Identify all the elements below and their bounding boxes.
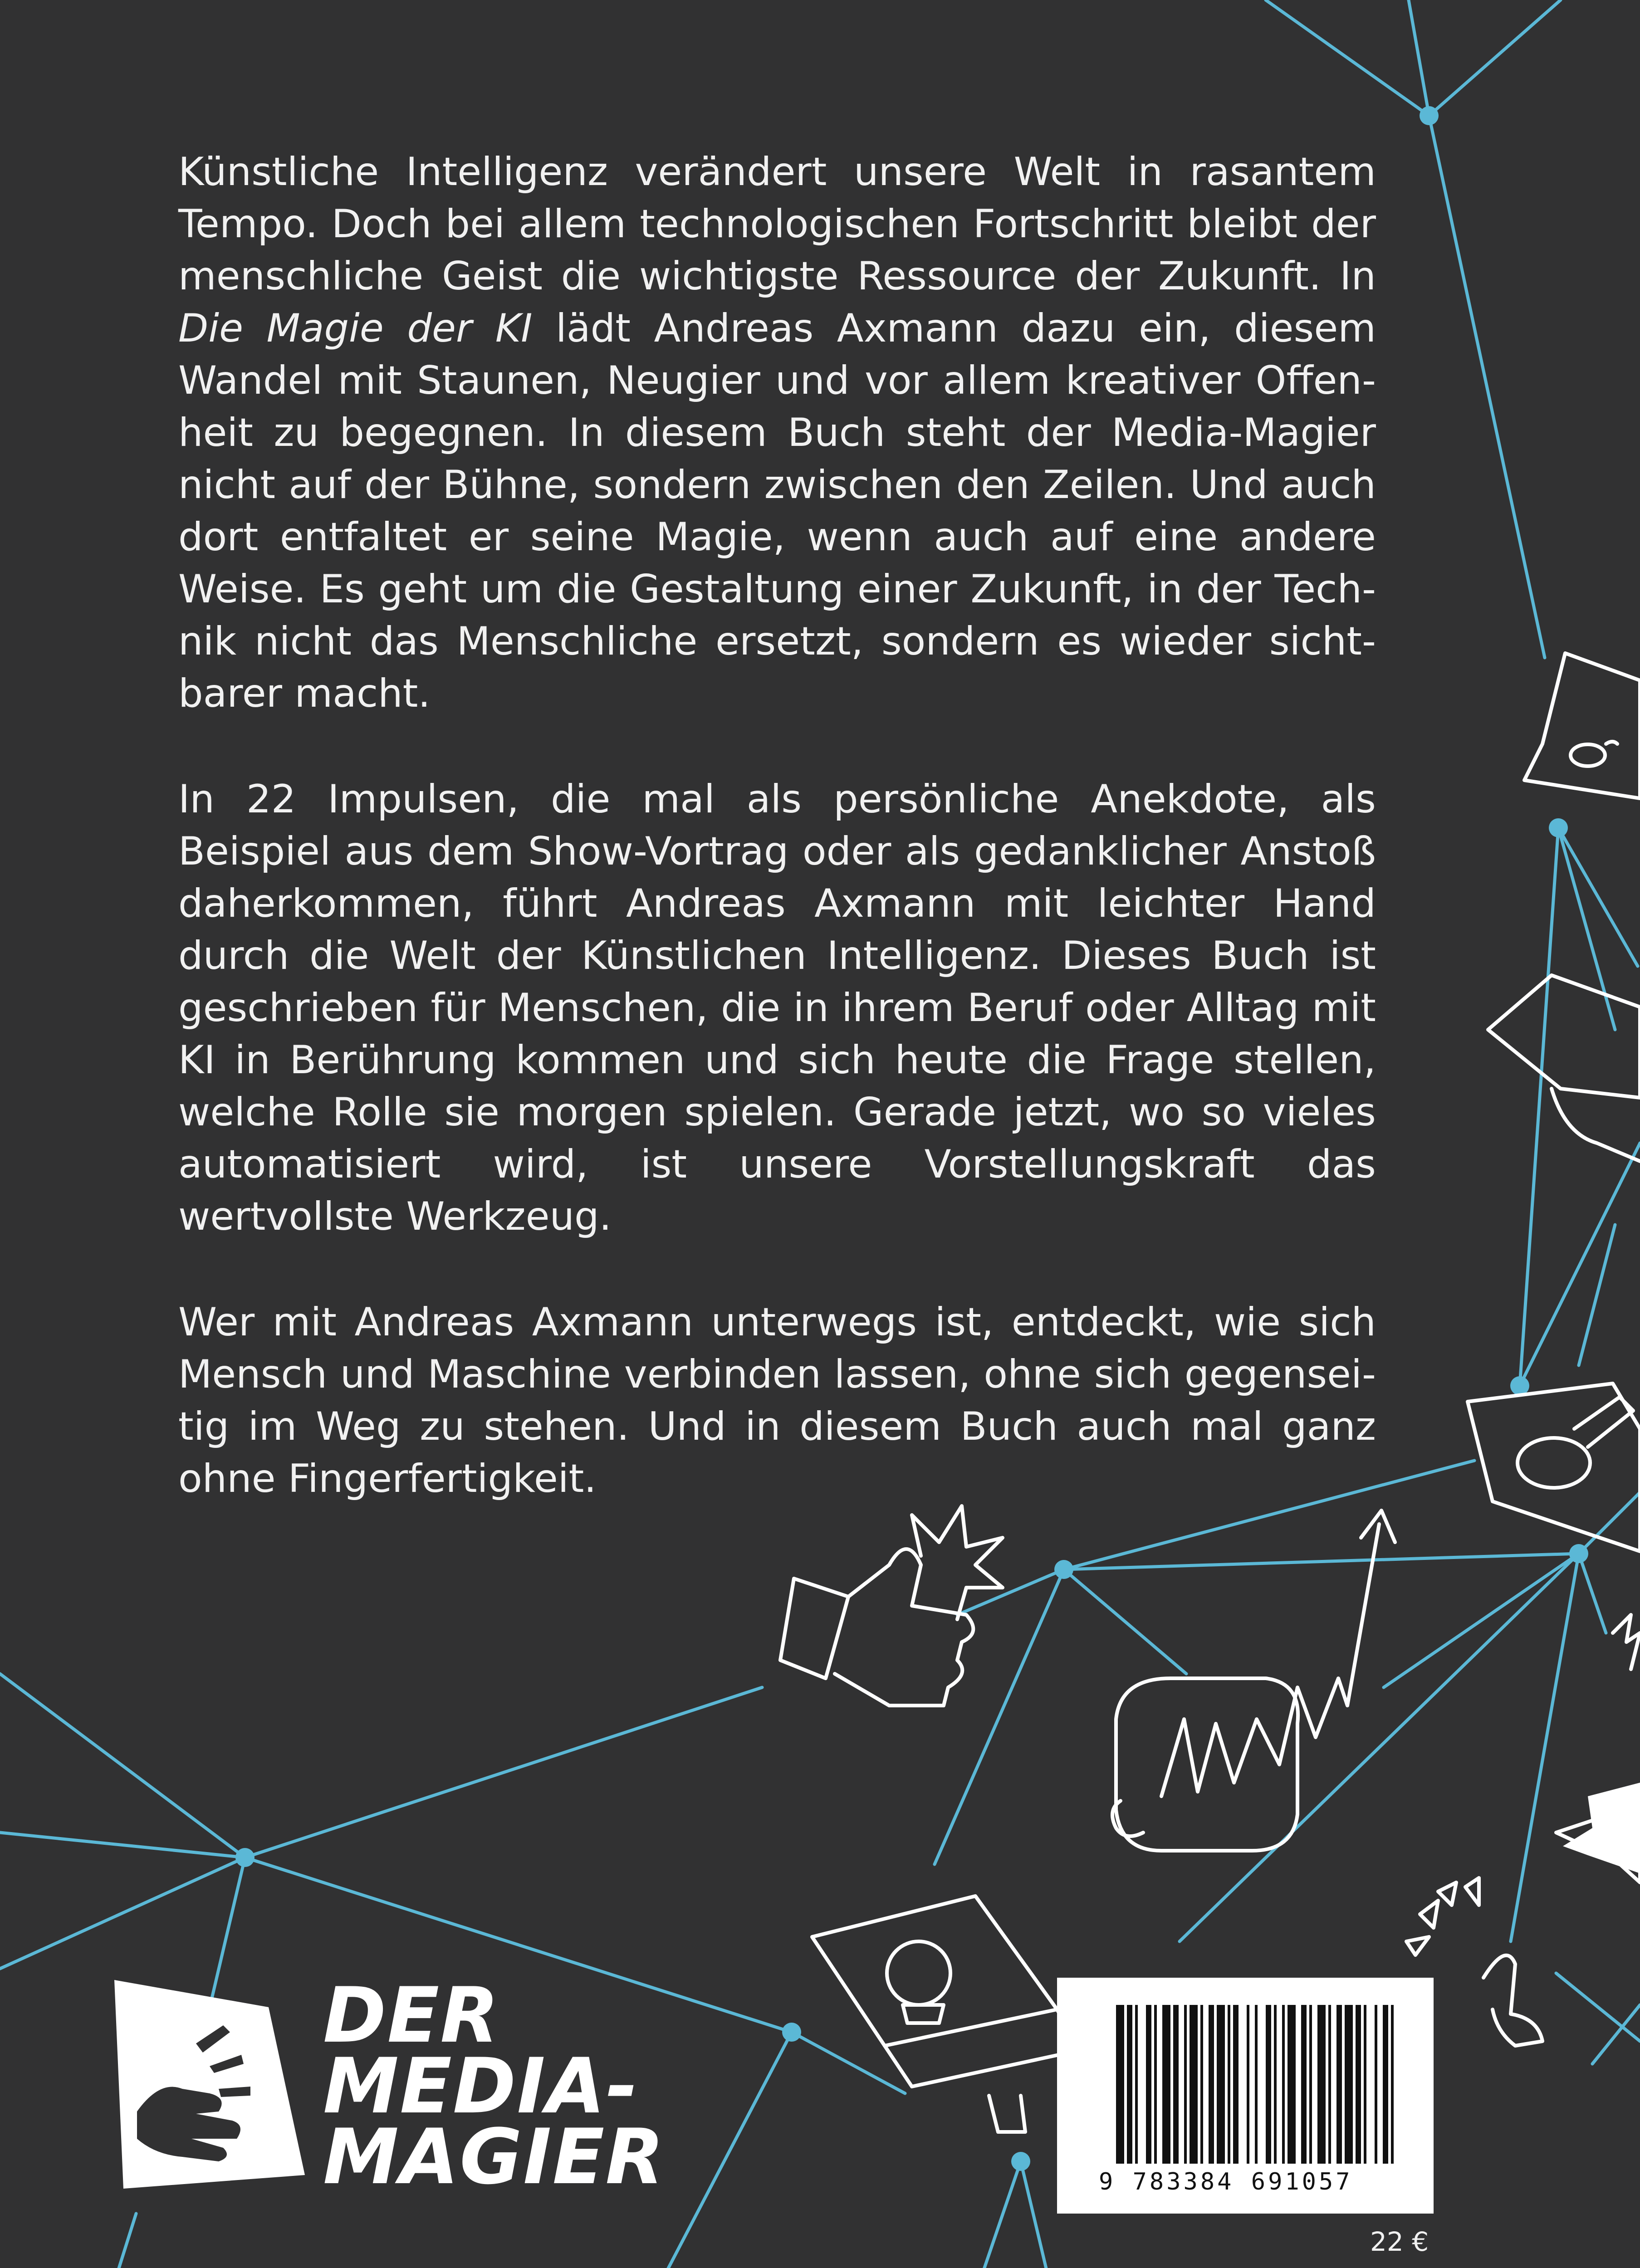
barcode-bar <box>1309 2005 1312 2164</box>
barcode-bar <box>1162 2005 1170 2164</box>
barcode-bar <box>1209 2005 1214 2164</box>
hand-logo-icon <box>105 1975 323 2193</box>
barcode-bar <box>1190 2005 1198 2164</box>
barcode-bar <box>1173 2005 1179 2164</box>
barcode-bar <box>1288 2005 1296 2164</box>
isbn-digits: 9 783384 691057 <box>1099 2168 1353 2195</box>
barcode-bar <box>1116 2005 1124 2164</box>
media-magier-logo <box>105 1971 695 2202</box>
barcode-bar <box>1154 2005 1157 2164</box>
price-label: 22 € <box>1370 2226 1429 2257</box>
blurb-p1-before: Künstliche Intelligenz verändert unsere Welt in rasantem Tempo. Doch bei allem technologischen Fortschritt bleibt der menschliche Geist die wichtigste Ressource der Zukunft. In <box>178 149 1376 299</box>
barcode-bar <box>1135 2005 1138 2164</box>
barcode-bars <box>1057 1978 1434 2168</box>
barcode-bar <box>1146 2005 1151 2164</box>
barcode-bar <box>1328 2005 1331 2164</box>
barcode-bar <box>1301 2005 1307 2164</box>
barcode-bar <box>1317 2005 1326 2164</box>
isbn-barcode <box>1057 1978 1434 2214</box>
barcode-bar <box>1228 2005 1230 2164</box>
barcode-bar <box>1375 2005 1377 2164</box>
barcode-bar <box>1364 2005 1366 2164</box>
blurb-p1-after: lädt Andreas Axmann dazu ein, diesem Wandel mit Staunen, Neugier und vor allem kreativer Offenheit zu begegnen. In diesem Buch steht der Media-Magier nicht auf der Bühne, sondern zwischen den Zeilen. Und auch dort entfaltet er seine Magie, wenn auch auf eine andere Weise. Es geht um die Gestaltung einer Zukunft, in der Technik nicht das Menschliche ersetzt, sondern es wieder sichtbarer macht. <box>178 306 1376 716</box>
barcode-bar <box>1255 2005 1258 2164</box>
barcode-bar <box>1184 2005 1187 2164</box>
logo-wordmark <box>323 1971 665 2201</box>
barcode-bar <box>1345 2005 1353 2164</box>
blurb-paragraph-3: Wer mit Andreas Axmann unterwegs ist, entdeckt, wie sich Mensch und Maschine verbinden lassen, ohne sich gegenseitig im Weg zu stehen. Und in diesem Buch auch mal ganz ohne Fingerfertigkeit. <box>178 1300 1376 1501</box>
barcode-bar <box>1383 2005 1388 2164</box>
barcode-bar <box>1274 2005 1277 2164</box>
barcode-bar <box>1356 2005 1361 2164</box>
logo-line-1: DER <box>323 1971 500 2060</box>
back-cover-blurb <box>178 146 1376 1559</box>
barcode-bar <box>1127 2005 1132 2164</box>
barcode-bar <box>1336 2005 1342 2164</box>
blurb-paragraph-1 <box>178 146 1376 720</box>
barcode-bar <box>1247 2005 1249 2164</box>
book-title-italic: Die Magie der KI <box>178 306 533 351</box>
barcode-bar <box>1266 2005 1271 2164</box>
logo-line-3: MAGIER <box>323 2112 665 2201</box>
blurb-paragraph-2: In 22 Impulsen, die mal als persönliche Anekdote, als Beispiel aus dem Show-Vortrag oder als gedanklicher Anstoß daherkommen, führt Andreas Axmann mit leichter Hand durch die Welt der Künstlichen Intelligenz. Dieses Buch ist geschrieben für Menschen, die in ihrem Beruf oder Alltag mit KI in Berührung kommen und sich heute die Frage stellen, welche Rolle sie morgen spielen. Gerade jetzt, wo so vieles automatisiert wird, ist unsere Vorstellungskraft das wertvollste Werkzeug. <box>178 777 1376 1239</box>
barcode-bar <box>1233 2005 1239 2164</box>
barcode-bar <box>1217 2005 1225 2164</box>
barcode-bar <box>1200 2005 1203 2164</box>
logo-line-2: MEDIA- <box>323 2042 639 2131</box>
barcode-bar <box>1391 2005 1394 2164</box>
barcode-bar <box>1282 2005 1285 2164</box>
